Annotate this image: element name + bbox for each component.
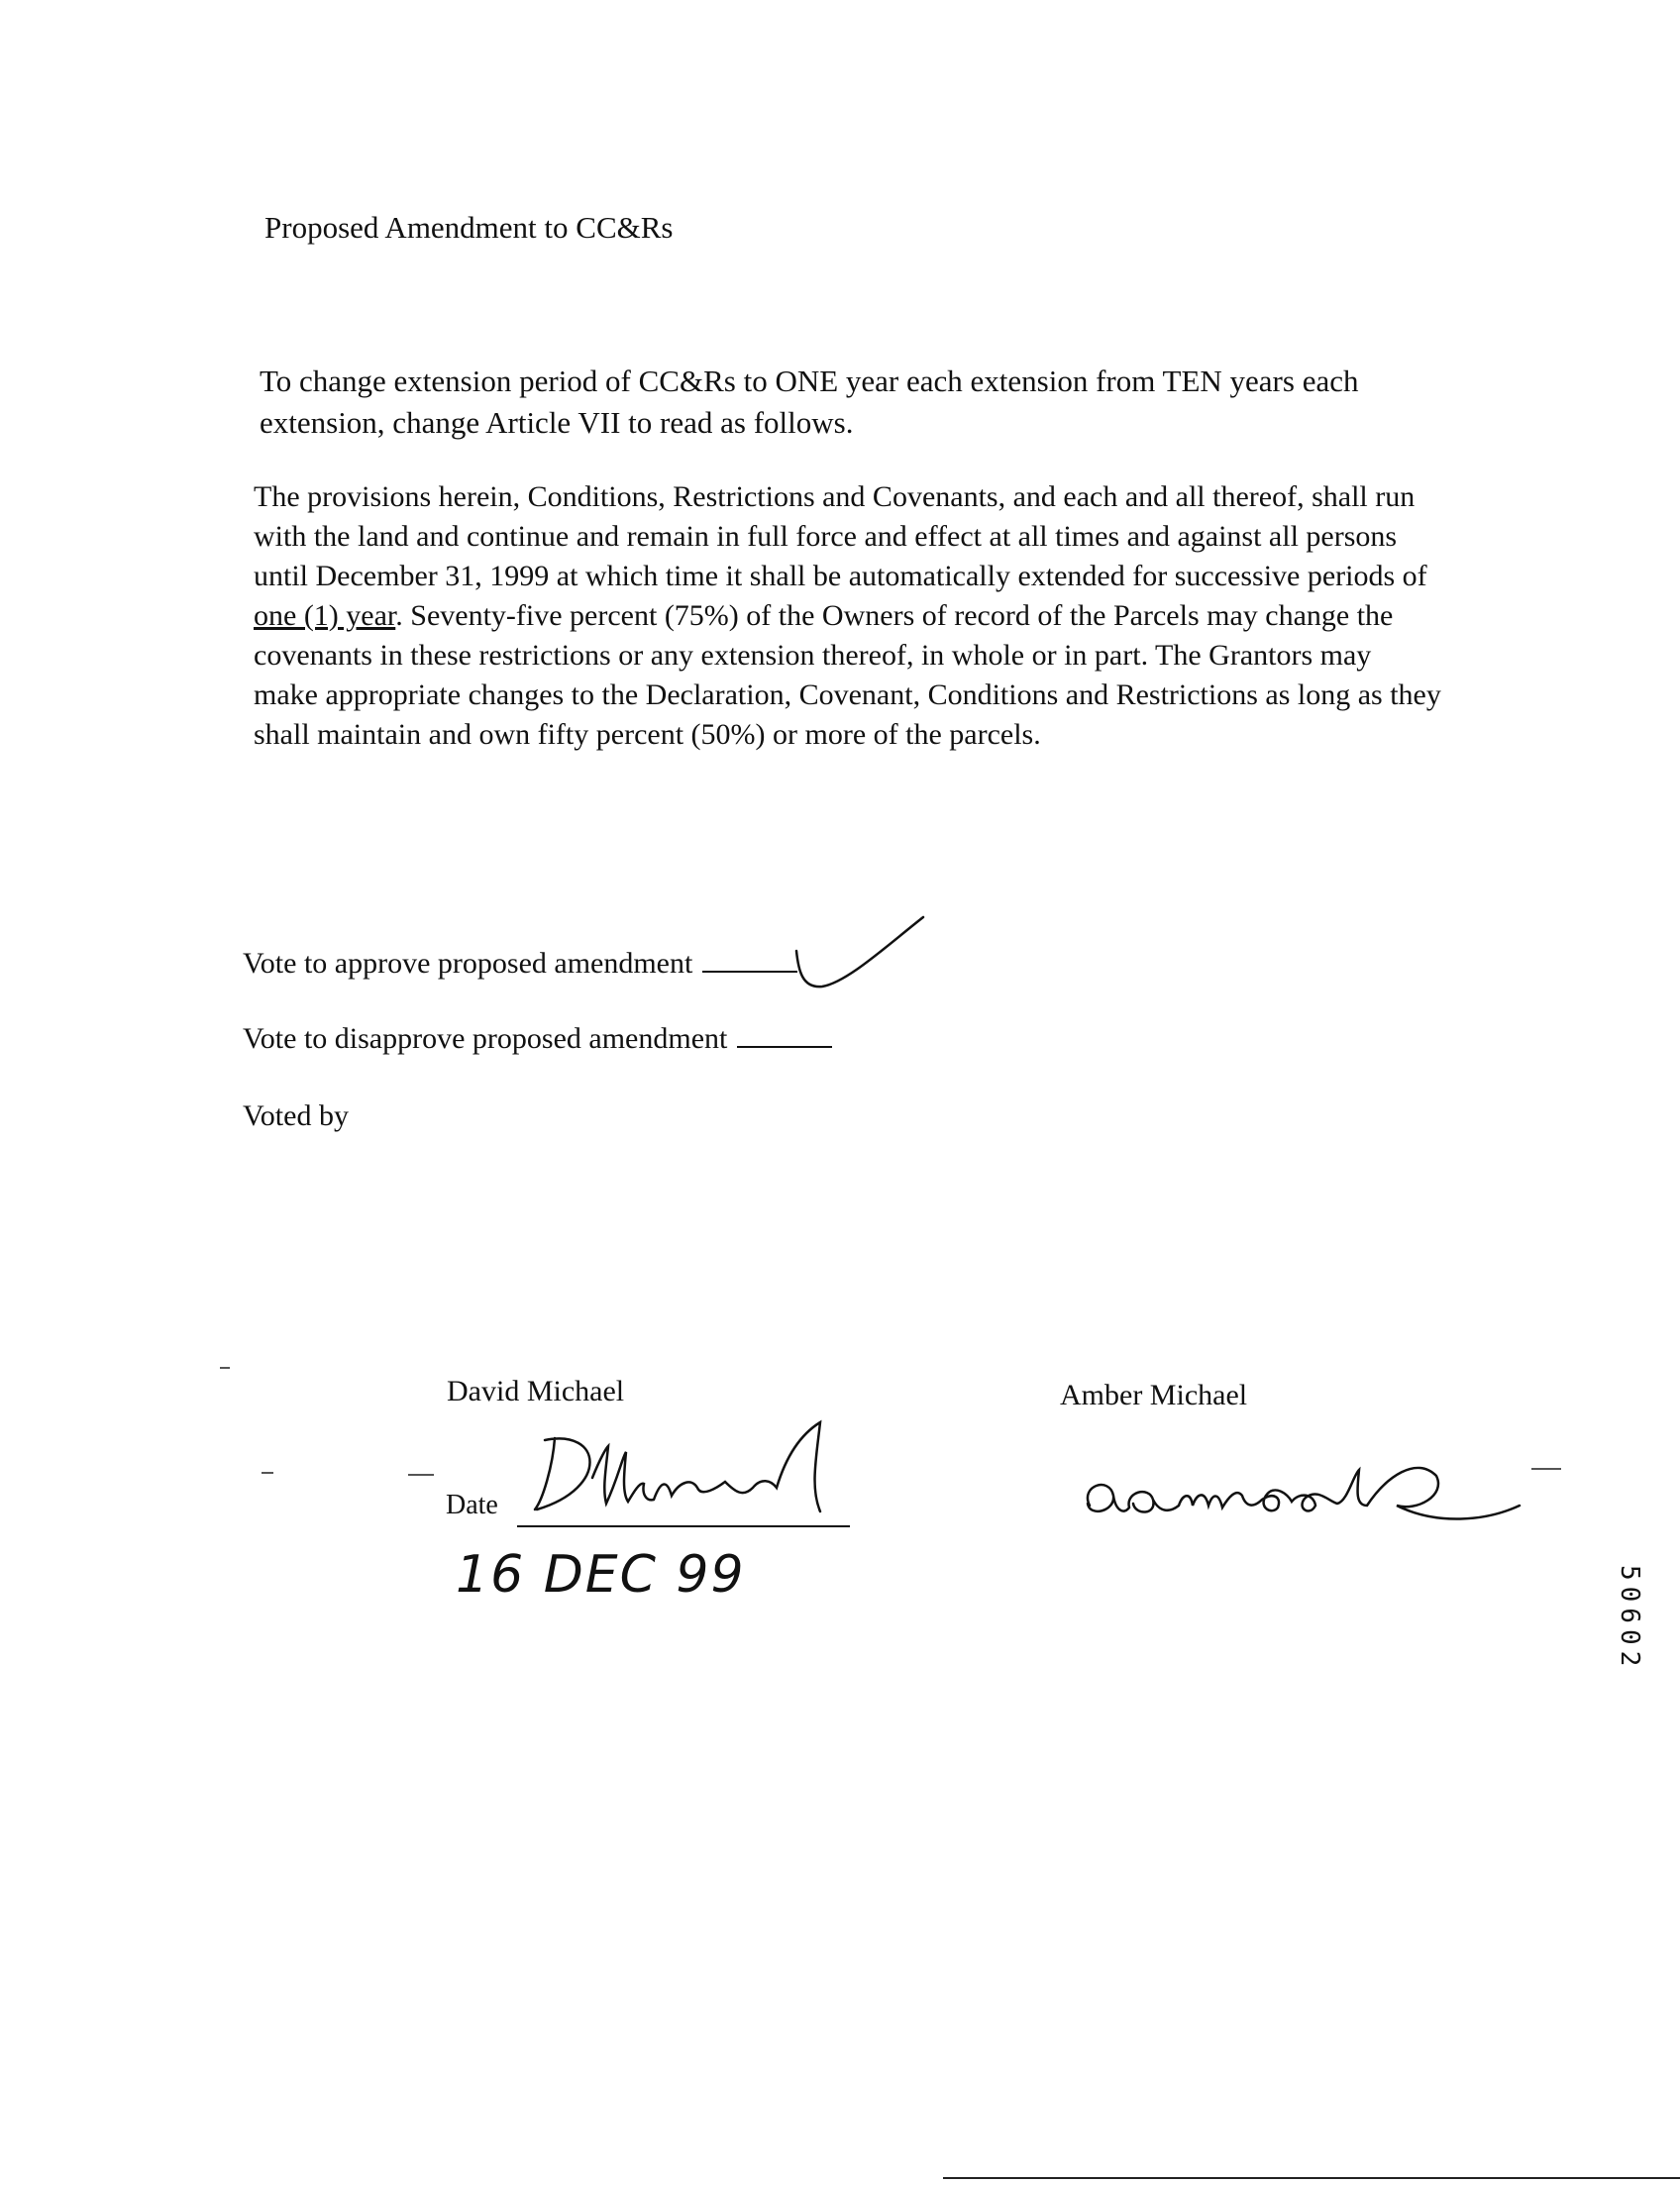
intro-paragraph bbox=[260, 361, 1448, 444]
signer-1-name: David Michael bbox=[447, 1375, 625, 1407]
disapprove-label: Vote to disapprove proposed amendment bbox=[243, 1022, 728, 1055]
provision-part-2: . Seventy-five percent (75%) of the Owners of record of the Parcels may change the covenants in these restrictions or any extension thereof, in whole or in part. The Grantors may make appropriate changes to the Declaration, Covenant, Conditions and Restrictions as long as they shall maintain and own fifty percent (50%) or more of the parcels. bbox=[254, 599, 1441, 751]
page-edge-line bbox=[943, 2177, 1680, 2179]
intro-line-2: extension, change Article VII to read as follows. bbox=[260, 405, 854, 440]
provision-paragraph bbox=[254, 477, 1442, 755]
disapprove-vote-row bbox=[243, 1022, 832, 1056]
stamp-number: 50602 bbox=[1615, 1565, 1644, 1673]
approve-label: Vote to approve proposed amendment bbox=[243, 947, 693, 980]
intro-line-1: To change extension period of CC&Rs to ONE year each extension from TEN years each bbox=[260, 364, 1359, 398]
approve-checkmark-icon bbox=[792, 911, 931, 1000]
provision-part-1: The provisions herein, Conditions, Restrictions and Covenants, and each and all thereof, shall run with the land and continue and remain in full force and effect at all times and against all persons until December 31, 1999 at which time it shall be automatically extended for successive periods of bbox=[254, 480, 1427, 592]
provision-text bbox=[254, 477, 1442, 755]
approve-vote-row bbox=[243, 947, 797, 981]
approve-blank[interactable] bbox=[702, 967, 797, 973]
signature-amber-michael bbox=[1080, 1436, 1535, 1545]
scan-speck bbox=[262, 1472, 273, 1474]
signer-2-name: Amber Michael bbox=[1060, 1379, 1248, 1411]
scan-speck bbox=[408, 1474, 434, 1476]
disapprove-blank[interactable] bbox=[737, 1042, 832, 1048]
document-title: Proposed Amendment to CC&Rs bbox=[264, 210, 674, 245]
extension-period: one (1) year bbox=[254, 599, 396, 632]
signature-david-michael bbox=[523, 1418, 850, 1527]
scan-speck bbox=[220, 1367, 230, 1369]
voted-by-label: Voted by bbox=[243, 1099, 349, 1132]
date-label: Date bbox=[446, 1490, 498, 1520]
handwritten-date: 16 DEC 99 bbox=[456, 1545, 746, 1605]
document-stamp bbox=[1615, 1565, 1654, 1902]
scan-speck bbox=[1531, 1468, 1561, 1470]
